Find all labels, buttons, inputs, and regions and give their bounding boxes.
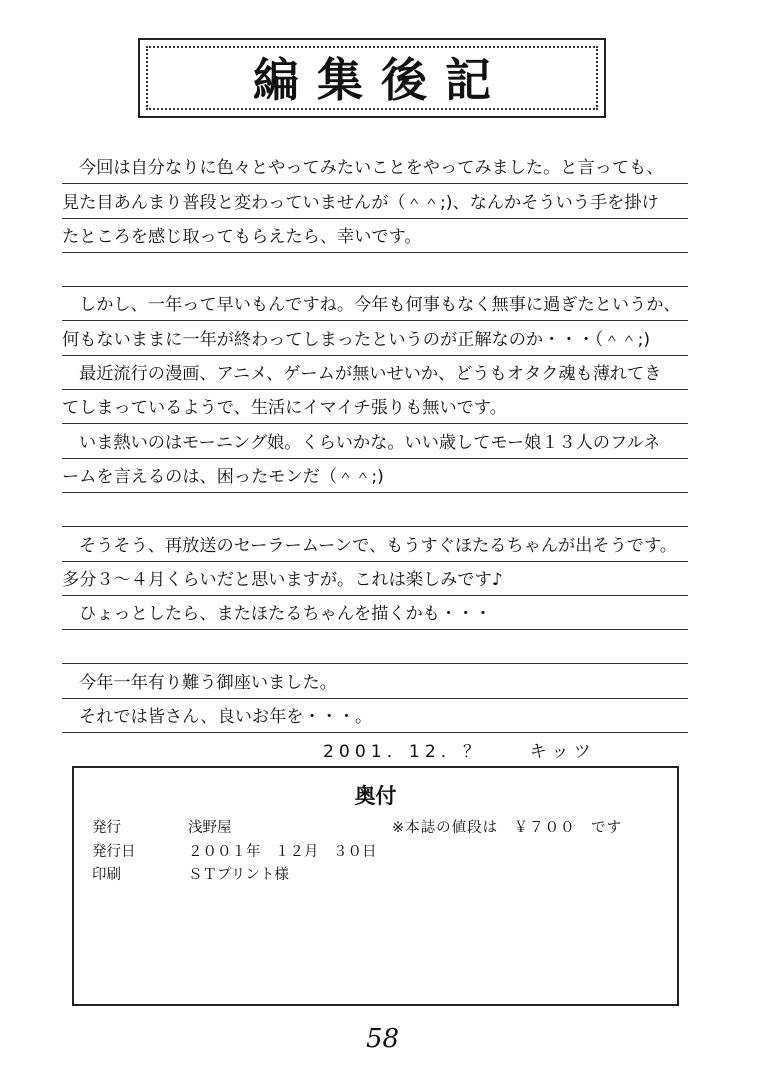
- ruled-line: [62, 184, 688, 218]
- price-note: ※本誌の値段は ￥７００ です: [392, 820, 623, 836]
- line-text: そうそう、再放送のセーラームーンで、もうすぐほたるちゃんが出そうです。: [79, 535, 677, 556]
- colophon-title: 奥付: [354, 784, 397, 808]
- ruled-line: [62, 459, 688, 493]
- ruled-line: [62, 562, 688, 596]
- line-text: 今年一年有り難う御座いました。: [79, 672, 337, 693]
- ruled-line: [62, 630, 688, 664]
- publisher-label: 発行: [92, 820, 121, 836]
- signature: 2001．12．？ キッツ: [323, 742, 596, 763]
- ruled-line: [62, 493, 688, 527]
- ruled-line: [62, 699, 688, 733]
- publisher-value: 浅野屋: [188, 820, 232, 836]
- printer-value: ＳＴプリント様: [188, 867, 289, 883]
- line-text: 見た目あんまり普段と変わっていませんが（＾＾;)、なんかそういう手を掛け: [62, 192, 659, 213]
- line-text: しかし、一年って早いもんですね。今年も何事もなく無事に過ぎたというか、: [79, 295, 681, 316]
- ruled-line: [62, 596, 688, 630]
- afterword-lines: [62, 150, 688, 767]
- ruled-line: [62, 321, 688, 355]
- page-title: 編集後記: [253, 53, 509, 107]
- line-text: それでは皆さん、良いお年を・・・。: [79, 707, 373, 728]
- line-text: てしまっているようで、生活にイマイチ張りも無いです。: [62, 398, 507, 419]
- ruled-line: [62, 424, 688, 458]
- line-text: 今回は自分なりに色々とやってみたいことをやってみました。と言っても、: [79, 158, 664, 179]
- ruled-line: [62, 527, 688, 561]
- ruled-line: [62, 219, 688, 253]
- ruled-line: [62, 356, 688, 390]
- line-text: 最近流行の漫画、アニメ、ゲームが無いせいか、どうもオタク魂も薄れてき: [79, 364, 662, 385]
- line-text: 多分３～４月くらいだと思いますが。これは楽しみです♪: [62, 569, 503, 590]
- title-frame: [138, 38, 606, 118]
- line-text: たところを感じ取ってもらえたら、幸いです。: [62, 226, 422, 247]
- signature-line: [62, 733, 688, 767]
- line-text: いま熱いのはモーニング娘。くらいかな。いい歳してモー娘１３人のフルネ: [79, 432, 661, 453]
- colophon-box: [72, 766, 679, 1006]
- ruled-line: [62, 287, 688, 321]
- line-text: 何もないままに一年が終わってしまったというのが正解なのか・・・（＾＾;): [62, 329, 651, 350]
- line-text: ームを言えるのは、困ったモンだ（＾＾;): [62, 466, 384, 487]
- ruled-line: [62, 150, 688, 184]
- page-number: 58: [366, 1024, 400, 1054]
- date-value: ２００１年 １２月 ３０日: [188, 844, 377, 860]
- ruled-line: [62, 390, 688, 424]
- ruled-line: [62, 253, 688, 287]
- line-text: ひょっとしたら、またほたるちゃんを描くかも・・・: [79, 604, 492, 625]
- ruled-line: [62, 664, 688, 698]
- date-label: 発行日: [92, 844, 136, 860]
- printer-label: 印刷: [92, 867, 121, 883]
